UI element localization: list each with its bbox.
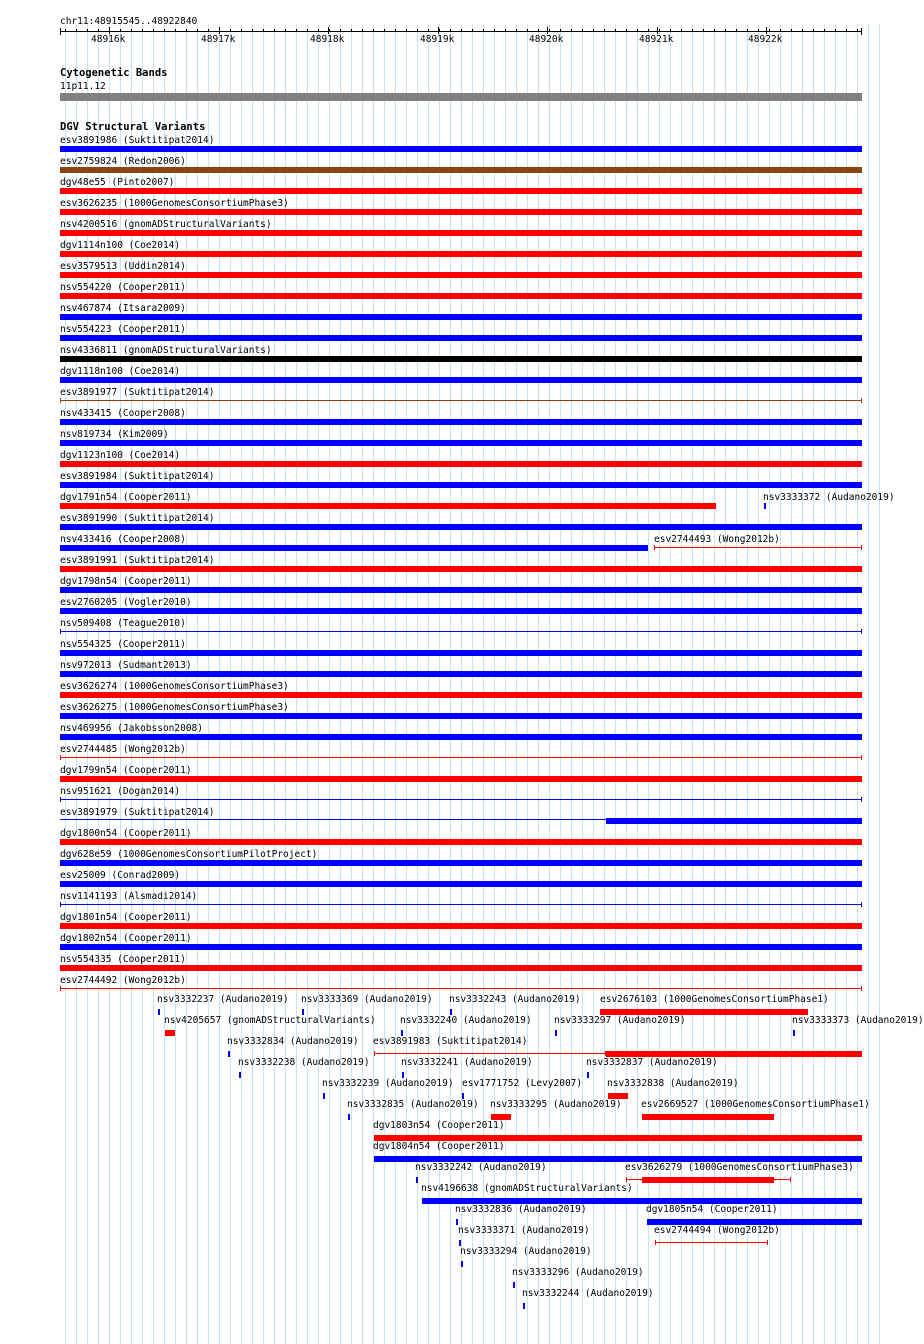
variant-bar[interactable] [60,293,862,299]
variant-label[interactable]: dgv1118n100 (Coe2014) [60,366,181,377]
ruler-minor-tick [670,29,671,32]
ruler-minor-tick [208,29,209,32]
ruler-tick-label: 48919k [420,34,455,45]
ruler-tick-label: 48918k [310,34,345,45]
variant-bar[interactable] [60,230,862,236]
variant-label[interactable]: esv3626235 (1000GenomesConsortiumPhase3) [60,198,289,209]
variant-label[interactable]: esv2760205 (Vogler2010) [60,597,192,608]
cyto-band-label: 11p11.12 [60,81,106,92]
variant-marker[interactable] [239,1072,241,1078]
variant-label[interactable]: nsv433416 (Cooper2008) [60,534,186,545]
variant-label[interactable]: nsv3332244 (Audano2019) [522,1288,654,1299]
variant-bar[interactable] [642,1114,774,1120]
variant-bar[interactable] [60,209,862,215]
variant-label[interactable]: dgv1800n54 (Cooper2011) [60,828,192,839]
grid-line [714,24,715,1344]
ruler-minor-tick [747,29,748,32]
variant-marker[interactable] [416,1177,418,1183]
variant-label[interactable]: nsv554220 (Cooper2011) [60,282,186,293]
grid-line [560,24,561,1344]
variant-label[interactable]: esv3891991 (Suktitipat2014) [60,555,215,566]
variant-bar[interactable] [60,860,862,866]
grid-line [791,24,792,1344]
variant-label[interactable]: nsv3332834 (Audano2019) [227,1036,359,1047]
ruler-minor-tick [472,29,473,32]
ruler-minor-tick [802,29,803,32]
ruler-tick-label: 48917k [201,34,236,45]
variant-marker[interactable] [513,1282,515,1288]
ruler-minor-tick [318,29,319,32]
ruler-minor-tick [263,29,264,32]
variant-label[interactable]: esv2744494 (Wong2012b) [654,1225,780,1236]
variant-label[interactable]: esv2669527 (1000GenomesConsortiumPhase1) [641,1099,870,1110]
variant-marker[interactable] [523,1303,525,1309]
variant-label[interactable]: nsv509408 (Teague2010) [60,618,186,629]
variant-bar[interactable] [60,356,862,362]
variant-marker[interactable] [793,1030,795,1036]
ruler-minor-tick [505,29,506,32]
ruler-minor-tick [758,29,759,32]
dgv-track-title: DGV Structural Variants [60,121,206,133]
ruler-minor-tick [120,29,121,32]
ruler-minor-tick [483,29,484,32]
variant-label[interactable]: dgv1791n54 (Cooper2011) [60,492,192,503]
grid-line [813,24,814,1344]
variant-label[interactable]: dgv1803n54 (Cooper2011) [373,1120,505,1131]
ruler-minor-tick [164,29,165,32]
variant-label[interactable]: nsv3333369 (Audano2019) [301,994,433,1005]
variant-label[interactable]: nsv4196638 (gnomADStructuralVariants) [421,1183,633,1194]
variant-label[interactable]: esv2759824 (Redon2006) [60,156,186,167]
ruler-minor-tick [153,29,154,32]
variant-bar[interactable] [60,839,862,845]
variant-line[interactable] [654,547,862,548]
variant-label[interactable]: nsv554325 (Cooper2011) [60,639,186,650]
variant-label[interactable]: nsv4205657 (gnomADStructuralVariants) [164,1015,376,1026]
variant-marker[interactable] [228,1051,230,1057]
variant-bar[interactable] [165,1030,175,1036]
grid-line [747,24,748,1344]
ruler-minor-tick [417,29,418,32]
grid-line [296,24,297,1344]
grid-line [571,24,572,1344]
ruler-minor-tick [604,29,605,32]
ruler-minor-tick [780,29,781,32]
grid-line [835,24,836,1344]
variant-marker[interactable] [764,503,766,509]
grid-line [648,24,649,1344]
grid-line [725,24,726,1344]
ruler-right-end [861,28,862,35]
variant-label[interactable]: esv25009 (Conrad2009) [60,870,181,881]
ruler-tick-label: 48922k [748,34,783,45]
ruler-minor-tick [824,29,825,32]
variant-line[interactable] [60,631,862,632]
ruler-minor-tick [450,29,451,32]
grid-line [527,24,528,1344]
grid-line [516,24,517,1344]
ruler-minor-tick [681,29,682,32]
variant-bar[interactable] [60,272,862,278]
ruler-minor-tick [142,29,143,32]
variant-line[interactable] [60,988,862,989]
grid-line [307,24,308,1344]
variant-marker[interactable] [587,1072,589,1078]
grid-line [615,24,616,1344]
variant-label[interactable]: nsv3333297 (Audano2019) [554,1015,686,1026]
grid-line [604,24,605,1344]
variant-label[interactable]: esv3891983 (Suktitipat2014) [373,1036,528,1047]
ruler-tick-label: 48920k [529,34,564,45]
ruler-minor-tick [252,29,253,32]
variant-label[interactable]: esv3579513 (Uddin2014) [60,261,186,272]
variant-label[interactable]: nsv3332838 (Audano2019) [607,1078,739,1089]
variant-label[interactable]: nsv4336811 (gnomADStructuralVariants) [60,345,272,356]
grid-line [318,24,319,1344]
grid-line [582,24,583,1344]
variant-label[interactable]: nsv433415 (Cooper2008) [60,408,186,419]
variant-label[interactable]: esv3891986 (Suktitipat2014) [60,135,215,146]
variant-label[interactable]: esv2744492 (Wong2012b) [60,975,186,986]
variant-label[interactable]: esv3891977 (Suktitipat2014) [60,387,215,398]
ruler-minor-tick [406,29,407,32]
variant-label[interactable]: nsv3332835 (Audano2019) [347,1099,479,1110]
ruler-minor-tick [549,29,550,32]
variant-label[interactable]: nsv554335 (Cooper2011) [60,954,186,965]
cyto-band-bar[interactable] [60,93,862,101]
variant-bar[interactable] [60,734,862,740]
variant-line[interactable] [60,819,606,820]
ruler-minor-tick [593,29,594,32]
grid-line [703,24,704,1344]
grid-line [758,24,759,1344]
variant-bar[interactable] [60,377,862,383]
ruler-minor-tick [835,29,836,32]
ruler-minor-tick [714,29,715,32]
grid-line [362,24,363,1344]
variant-label[interactable]: esv3891984 (Suktitipat2014) [60,471,215,482]
variant-label[interactable]: nsv3332241 (Audano2019) [401,1057,533,1068]
ruler-minor-tick [857,29,858,32]
variant-bar[interactable] [60,881,862,887]
ruler-major-tick [438,27,439,34]
cyto-track-title: Cytogenetic Bands [60,67,168,79]
variant-line[interactable] [374,1053,606,1054]
grid-line [824,24,825,1344]
variant-bar[interactable] [60,146,862,152]
grid-line [857,24,858,1344]
variant-bar[interactable] [60,167,862,173]
variant-label[interactable]: nsv3332837 (Audano2019) [586,1057,718,1068]
variant-label[interactable]: nsv469956 (Jakobsson2008) [60,723,203,734]
variant-bar[interactable] [60,545,648,551]
ruler-minor-tick [637,29,638,32]
variant-bar[interactable] [60,566,862,572]
variant-line[interactable] [60,400,862,401]
variant-bar[interactable] [60,692,862,698]
variant-label[interactable]: dgv1114n100 (Coe2014) [60,240,181,251]
variant-label[interactable]: esv2676103 (1000GenomesConsortiumPhase1) [600,994,829,1005]
grid-line [329,24,330,1344]
variant-bar[interactable] [60,524,862,530]
ruler-minor-tick [626,29,627,32]
variant-label[interactable]: nsv3332239 (Audano2019) [322,1078,454,1089]
variant-bar[interactable] [60,776,862,782]
variant-bar[interactable] [60,671,862,677]
variant-label[interactable]: nsv467874 (Itsara2009) [60,303,186,314]
variant-bar[interactable] [60,965,862,971]
variant-bar[interactable] [642,1177,774,1183]
variant-label[interactable]: esv1771752 (Levy2007) [462,1078,583,1089]
grid-line [846,24,847,1344]
variant-bar[interactable] [60,314,862,320]
variant-line[interactable] [655,1242,768,1243]
grid-line [692,24,693,1344]
variant-bar[interactable] [60,713,862,719]
ruler-minor-tick [175,29,176,32]
grid-line [736,24,737,1344]
ruler-minor-tick [131,29,132,32]
ruler-minor-tick [307,29,308,32]
ruler-minor-tick [197,29,198,32]
grid-line [659,24,660,1344]
variant-bar[interactable] [60,503,716,509]
variant-label[interactable]: nsv3332237 (Audano2019) [157,994,289,1005]
ruler-minor-tick [527,29,528,32]
grid-line [670,24,671,1344]
ruler-minor-tick [439,29,440,32]
ruler-minor-tick [725,29,726,32]
ruler-minor-tick [516,29,517,32]
ruler-minor-tick [582,29,583,32]
grid-line [681,24,682,1344]
ruler-tick-label: 48916k [91,34,126,45]
ruler-minor-tick [76,29,77,32]
ruler-minor-tick [186,29,187,32]
ruler-minor-tick [395,29,396,32]
variant-line[interactable] [60,757,862,758]
variant-label[interactable]: esv2744493 (Wong2012b) [654,534,780,545]
ruler-left-end [60,28,61,35]
variant-label[interactable]: nsv3333372 (Audano2019) [763,492,895,503]
grid-line [351,24,352,1344]
ruler-major-tick [328,27,329,34]
variant-label[interactable]: nsv3332243 (Audano2019) [449,994,581,1005]
variant-bar[interactable] [60,335,862,341]
variant-marker[interactable] [461,1261,463,1267]
variant-bar[interactable] [60,188,862,194]
variant-label[interactable]: esv3891979 (Suktitipat2014) [60,807,215,818]
grid-line [802,24,803,1344]
grid-line [538,24,539,1344]
variant-label[interactable]: nsv819734 (Kim2009) [60,429,169,440]
variant-label[interactable]: dgv1799n54 (Cooper2011) [60,765,192,776]
grid-line [593,24,594,1344]
variant-label[interactable]: nsv3332238 (Audano2019) [238,1057,370,1068]
variant-label[interactable]: nsv3333295 (Audano2019) [490,1099,622,1110]
variant-label[interactable]: nsv3332242 (Audano2019) [415,1162,547,1173]
variant-bar[interactable] [60,650,862,656]
ruler-minor-tick [98,29,99,32]
ruler-minor-tick [285,29,286,32]
ruler-minor-tick [791,29,792,32]
variant-bar[interactable] [60,944,862,950]
variant-marker[interactable] [158,1009,160,1015]
ruler-minor-tick [241,29,242,32]
ruler-minor-tick [362,29,363,32]
variant-line[interactable] [60,904,862,905]
ruler-minor-tick [560,29,561,32]
variant-label[interactable]: nsv951621 (Dogan2014) [60,786,181,797]
variant-bar[interactable] [60,608,862,614]
grid-line [549,24,550,1344]
ruler-minor-tick [494,29,495,32]
variant-label[interactable]: nsv3333296 (Audano2019) [512,1267,644,1278]
variant-label[interactable]: esv3891990 (Suktitipat2014) [60,513,215,524]
variant-bar[interactable] [60,923,862,929]
grid-line [637,24,638,1344]
ruler-minor-tick [340,29,341,32]
variant-label[interactable]: dgv1802n54 (Cooper2011) [60,933,192,944]
ruler-minor-tick [296,29,297,32]
variant-label[interactable]: nsv3332836 (Audano2019) [455,1204,587,1215]
variant-label[interactable]: nsv3332240 (Audano2019) [400,1015,532,1026]
ruler-major-tick [109,27,110,34]
variant-label[interactable]: dgv628e59 (1000GenomesConsortiumPilotProject) [60,849,318,860]
grid-line [505,24,506,1344]
variant-label[interactable]: esv3626279 (1000GenomesConsortiumPhase3) [625,1162,854,1173]
variant-label[interactable]: dgv1798n54 (Cooper2011) [60,576,192,587]
ruler-minor-tick [329,29,330,32]
variant-label[interactable]: dgv1123n100 (Coe2014) [60,450,181,461]
ruler-minor-tick [538,29,539,32]
variant-label[interactable]: dgv1805n54 (Cooper2011) [646,1204,778,1215]
variant-bar[interactable] [60,461,862,467]
variant-label[interactable]: nsv3333294 (Audano2019) [460,1246,592,1257]
ruler-minor-tick [230,29,231,32]
ruler-minor-tick [769,29,770,32]
ruler-minor-tick [648,29,649,32]
ruler-minor-tick [813,29,814,32]
grid-line [780,24,781,1344]
ruler-minor-tick [703,29,704,32]
ruler-minor-tick [384,29,385,32]
ruler-minor-tick [571,29,572,32]
variant-label[interactable]: nsv1141193 (Alsmadi2014) [60,891,198,902]
ruler-minor-tick [274,29,275,32]
variant-label[interactable]: esv3626275 (1000GenomesConsortiumPhase3) [60,702,289,713]
grid-line [879,24,880,1344]
ruler-tick-label: 48921k [639,34,674,45]
variant-bar[interactable] [60,482,862,488]
variant-line[interactable] [60,799,862,800]
ruler-minor-tick [351,29,352,32]
ruler-minor-tick [65,29,66,32]
grid-line [769,24,770,1344]
variant-bar[interactable] [60,587,862,593]
ruler-major-tick [219,27,220,34]
ruler-minor-tick [87,29,88,32]
ruler-minor-tick [846,29,847,32]
location-label: chr11:48915545..48922840 [60,16,198,27]
ruler-minor-tick [428,29,429,32]
grid-line [868,24,869,1344]
variant-label[interactable]: dgv1804n54 (Cooper2011) [373,1141,505,1152]
variant-bar[interactable] [60,440,862,446]
variant-label[interactable]: nsv554223 (Cooper2011) [60,324,186,335]
variant-marker[interactable] [555,1030,557,1036]
variant-label[interactable]: esv3626274 (1000GenomesConsortiumPhase3) [60,681,289,692]
variant-bar[interactable] [60,419,862,425]
ruler-major-tick [547,27,548,34]
ruler-minor-tick [373,29,374,32]
ruler-major-tick [766,27,767,34]
ruler-minor-tick [615,29,616,32]
grid-line [340,24,341,1344]
variant-bar[interactable] [60,251,862,257]
variant-label[interactable]: esv2744485 (Wong2012b) [60,744,186,755]
ruler-minor-tick [736,29,737,32]
variant-marker[interactable] [323,1093,325,1099]
variant-label[interactable]: dgv48e55 (Pinto2007) [60,177,175,188]
ruler-major-tick [657,27,658,34]
variant-marker[interactable] [348,1114,350,1120]
ruler-minor-tick [692,29,693,32]
variant-label[interactable]: dgv1801n54 (Cooper2011) [60,912,192,923]
grid-line [626,24,627,1344]
variant-label[interactable]: nsv3333373 (Audano2019) [792,1015,924,1026]
ruler-minor-tick [659,29,660,32]
variant-label[interactable]: nsv972013 (Sudmant2013) [60,660,192,671]
variant-label[interactable]: nsv3333371 (Audano2019) [458,1225,590,1236]
variant-bar[interactable] [606,818,862,824]
ruler-minor-tick [461,29,462,32]
variant-label[interactable]: nsv4200516 (gnomADStructuralVariants) [60,219,272,230]
